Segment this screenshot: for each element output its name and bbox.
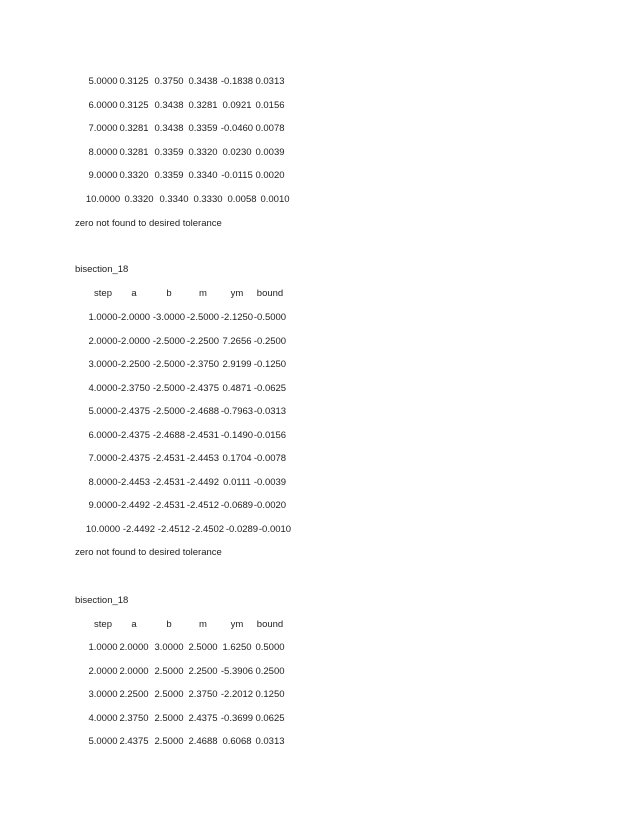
table-cell: -2.4375: [117, 453, 151, 464]
table-cell: 2.4688: [188, 736, 218, 747]
table-cell: -2.4492: [186, 476, 220, 488]
table-cell: ym: [230, 619, 244, 630]
table-cell: 0.3320: [124, 193, 154, 205]
table-cell: -0.3699: [220, 712, 254, 724]
table-cell: -2.4453: [186, 453, 220, 464]
table-cell: 2.0000: [119, 665, 149, 677]
table-row: [0, 406, 638, 418]
table-cell: -2.5000: [152, 335, 186, 347]
table-cell: 0.5000: [255, 642, 285, 653]
table-cell: -2.5000: [152, 406, 186, 417]
table-cell: 0.0058: [227, 193, 257, 205]
table-cell: 0.3359: [154, 146, 184, 158]
table-cell: 0.3750: [154, 76, 184, 87]
table-cell: 2.5000: [154, 712, 184, 724]
table-row: [0, 430, 638, 442]
table-cell: -2.4375: [117, 429, 151, 441]
table-row: [0, 100, 638, 112]
table-cell: -0.0313: [253, 406, 287, 417]
table-cell: 5.0000: [88, 736, 118, 747]
table-row: [0, 194, 638, 206]
status-message: zero not found to desired tolerance: [75, 218, 222, 229]
table-cell: 0.3281: [119, 123, 149, 134]
table-cell: 0.1250: [255, 689, 285, 700]
table-cell: 0.0020: [255, 170, 285, 181]
table-cell: 0.3320: [188, 146, 218, 158]
table-cell: -5.3906: [220, 665, 254, 677]
table-cell: 0.3281: [119, 146, 149, 158]
table-header: [0, 288, 638, 300]
table-cell: -2.4502: [191, 523, 225, 535]
table-cell: -2.0000: [117, 335, 151, 347]
table-row: [0, 170, 638, 182]
table-cell: -2.4531: [152, 453, 186, 464]
table-cell: -2.2500: [117, 359, 151, 370]
table-cell: 6.0000: [88, 429, 118, 441]
table-cell: 4.0000: [88, 712, 118, 724]
table-cell: 0.0039: [255, 146, 285, 158]
table-cell: 0.0010: [260, 193, 290, 205]
table-cell: 2.5000: [154, 665, 184, 677]
table-cell: ym: [230, 288, 244, 299]
table-cell: 10.0000: [85, 523, 121, 535]
table-cell: -2.4531: [152, 476, 186, 488]
table-cell: 2.0000: [119, 642, 149, 653]
table-cell: 2.3750: [119, 712, 149, 724]
table-cell: 0.3438: [154, 123, 184, 134]
table-cell: 2.2500: [188, 665, 218, 677]
table-row: [0, 500, 638, 512]
table-cell: 8.0000: [88, 146, 118, 158]
table-cell: 2.3750: [188, 689, 218, 700]
table-cell: a: [131, 619, 137, 630]
table-cell: -2.0000: [117, 312, 151, 323]
table-cell: -2.4688: [186, 406, 220, 417]
table-cell: -0.0289: [225, 523, 259, 535]
table-cell: -0.2500: [253, 335, 287, 347]
table-cell: -2.5000: [186, 312, 220, 323]
table-cell: -0.0625: [253, 382, 287, 394]
table-cell: -2.4492: [117, 500, 151, 511]
table-cell: -2.4492: [122, 523, 156, 535]
table-cell: 2.5000: [154, 736, 184, 747]
section-title: bisection_18: [75, 595, 129, 606]
table-row: [0, 736, 638, 748]
table-cell: 2.5000: [188, 642, 218, 653]
table-row: [0, 453, 638, 465]
table-cell: 9.0000: [88, 170, 118, 181]
table-cell: 0.3125: [119, 99, 149, 111]
table-cell: b: [166, 619, 172, 630]
status-message: zero not found to desired tolerance: [75, 547, 222, 558]
table-cell: -2.2500: [186, 335, 220, 347]
table-cell: 1.6250: [222, 642, 252, 653]
table-cell: 10.0000: [85, 193, 121, 205]
table-row: [0, 147, 638, 159]
table-cell: -0.0156: [253, 429, 287, 441]
table-cell: -2.3750: [117, 382, 151, 394]
table-cell: m: [199, 288, 207, 299]
table-cell: -0.7963: [220, 406, 254, 417]
table-header: [0, 619, 638, 631]
table-row: [0, 76, 638, 88]
table-cell: 3.0000: [88, 689, 118, 700]
section-title: bisection_18: [75, 264, 129, 275]
table-row: [0, 524, 638, 536]
table-cell: -2.2012: [220, 689, 254, 700]
table-cell: 0.3359: [188, 123, 218, 134]
table-cell: 0.0313: [255, 76, 285, 87]
table-row: [0, 312, 638, 324]
table-cell: 7.2656: [222, 335, 252, 347]
table-cell: 0.0111: [223, 476, 251, 488]
table-cell: step: [94, 619, 112, 630]
table-cell: 9.0000: [88, 500, 118, 511]
table-cell: b: [166, 288, 172, 299]
table-cell: 3.0000: [154, 642, 184, 653]
table-cell: m: [199, 619, 207, 630]
table-cell: 6.0000: [88, 99, 118, 111]
table-cell: -0.0115: [221, 170, 253, 181]
table-cell: 0.3125: [119, 76, 149, 87]
table-cell: 0.3340: [159, 193, 189, 205]
table-cell: bound: [256, 619, 284, 630]
table-cell: -2.4512: [157, 523, 191, 535]
table-cell: -2.4375: [186, 382, 220, 394]
table-cell: -0.0460: [220, 123, 254, 134]
table-cell: 0.3330: [193, 193, 223, 205]
table-cell: 2.4375: [119, 736, 149, 747]
table-cell: -2.4512: [186, 500, 220, 511]
table-cell: 0.0313: [255, 736, 285, 747]
table-cell: 0.0625: [255, 712, 285, 724]
table-cell: -2.4375: [117, 406, 151, 417]
table-cell: -2.3750: [186, 359, 220, 370]
table-cell: -2.5000: [152, 382, 186, 394]
table-cell: 5.0000: [88, 406, 118, 417]
table-cell: -0.1250: [253, 359, 287, 370]
table-cell: -0.0010: [258, 523, 292, 535]
table-cell: 2.5000: [154, 689, 184, 700]
table-row: [0, 359, 638, 371]
table-cell: 1.0000: [88, 312, 118, 323]
table-cell: 8.0000: [88, 476, 118, 488]
table-cell: 0.0921: [222, 99, 252, 111]
table-cell: 0.3359: [154, 170, 184, 181]
table-cell: 0.3438: [188, 76, 218, 87]
table-cell: 0.3320: [119, 170, 149, 181]
table-cell: 0.3340: [188, 170, 218, 181]
table-cell: -2.4453: [117, 476, 151, 488]
table-cell: 0.3281: [188, 99, 218, 111]
table-cell: -0.1490: [220, 429, 254, 441]
table-cell: -2.5000: [152, 359, 186, 370]
table-cell: 1.0000: [88, 642, 118, 653]
table-row: [0, 123, 638, 135]
table-cell: 2.4375: [188, 712, 218, 724]
table-cell: 0.0078: [255, 123, 285, 134]
table-row: [0, 689, 638, 701]
table-cell: 0.4871: [222, 382, 252, 394]
table-cell: bound: [256, 288, 284, 299]
table-row: [0, 383, 638, 395]
table-cell: -0.5000: [253, 312, 287, 323]
table-cell: 2.9199: [222, 359, 252, 370]
table-cell: 0.6068: [222, 736, 252, 747]
table-cell: 7.0000: [88, 453, 118, 464]
table-cell: -2.4531: [152, 500, 186, 511]
table-row: [0, 666, 638, 678]
table-cell: 2.0000: [88, 665, 118, 677]
table-row: [0, 477, 638, 489]
table-row: [0, 713, 638, 725]
table-cell: 2.2500: [119, 689, 149, 700]
table-cell: -2.1250: [220, 312, 254, 323]
table-cell: -0.0078: [253, 453, 287, 464]
table-cell: 0.0156: [255, 99, 285, 111]
table-cell: -2.4688: [152, 429, 186, 441]
table-cell: 4.0000: [88, 382, 118, 394]
table-cell: 7.0000: [88, 123, 118, 134]
table-cell: -0.1838: [220, 76, 254, 87]
table-cell: 0.2500: [255, 665, 285, 677]
table-row: [0, 336, 638, 348]
table-cell: step: [94, 288, 112, 299]
table-cell: 5.0000: [88, 76, 118, 87]
table-cell: 3.0000: [88, 359, 118, 370]
table-cell: -2.4531: [186, 429, 220, 441]
table-cell: 2.0000: [88, 335, 118, 347]
table-row: [0, 642, 638, 654]
table-cell: a: [131, 288, 137, 299]
table-cell: 0.3438: [154, 99, 184, 111]
table-cell: 0.0230: [222, 146, 252, 158]
table-cell: -3.0000: [152, 312, 186, 323]
table-cell: 0.1704: [222, 453, 252, 464]
table-cell: -0.0039: [253, 476, 287, 488]
table-cell: -0.0689: [220, 500, 254, 511]
table-cell: -0.0020: [253, 500, 287, 511]
